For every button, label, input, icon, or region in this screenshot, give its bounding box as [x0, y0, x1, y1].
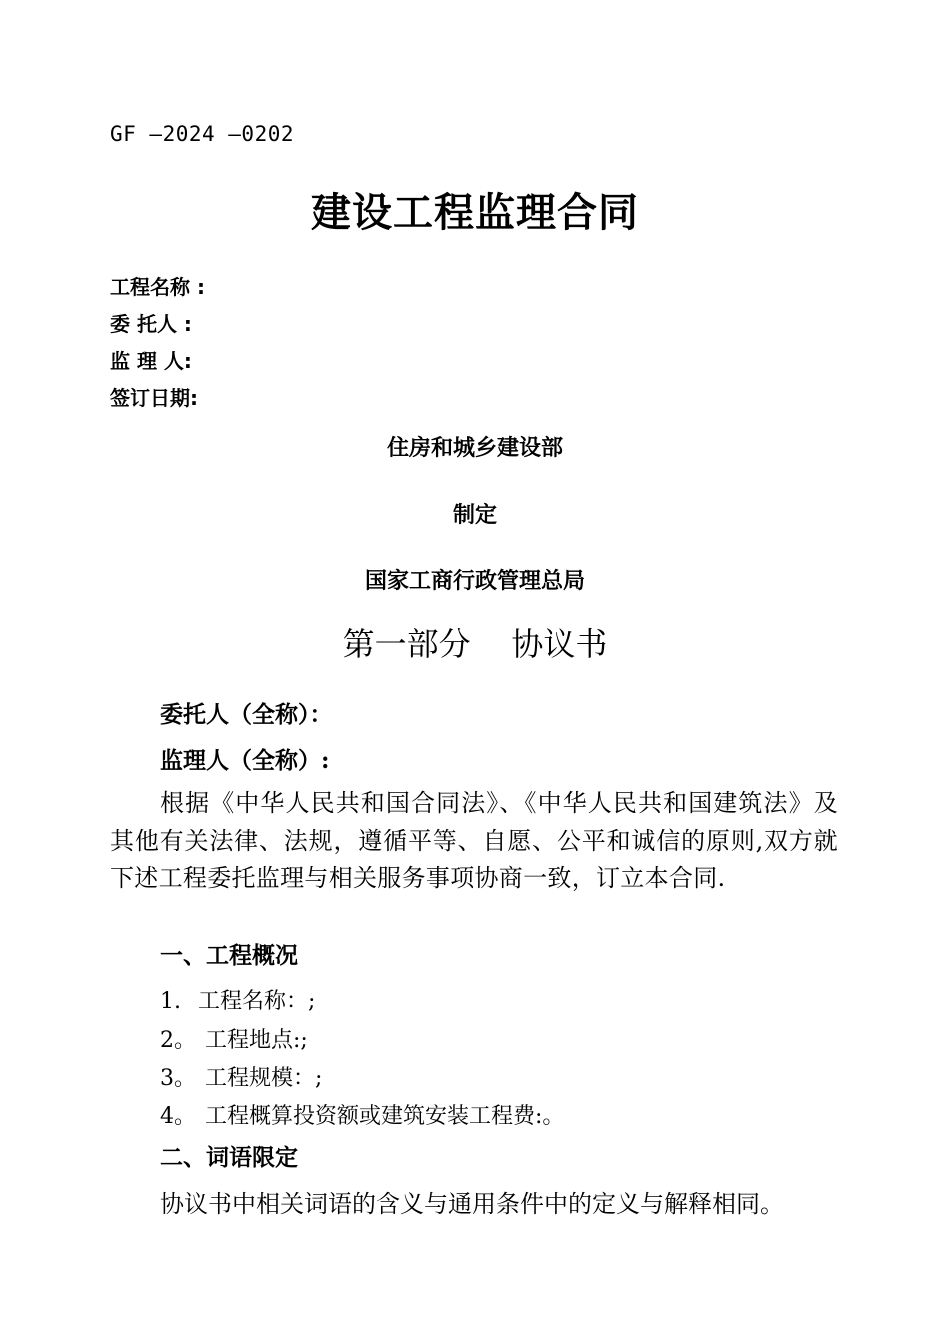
party-supervisor-label: 监理人（全称）:: [160, 747, 330, 774]
document-code: GF —2024 —0202: [110, 122, 295, 146]
issuer-made: 制定: [452, 502, 497, 528]
project-item: [160, 1030, 308, 1052]
part-one-title: 第一部分 协议书: [342, 625, 608, 663]
project-item-text: 工程规模：;: [198, 1066, 323, 1091]
project-item-text: 工程概算投资额或建筑安装工程费:。: [198, 1104, 565, 1129]
issuer-administration: 国家工商行政管理总局: [364, 568, 585, 594]
section-1-heading: 一、工程概况: [160, 942, 298, 969]
project-item-text: 工程名称：;: [198, 989, 316, 1014]
project-item-number: 2。: [160, 1028, 196, 1053]
project-item-number: 3。: [160, 1066, 196, 1091]
preamble-paragraph: 根据《中华人民共和国合同法》、《中华人民共和国建筑法》及其他有关法律、法规，遵循平等、自愿、公平和诚信的原则,双方就下述工程委托监理与相关服务事项协商一致，订立本合同.: [110, 789, 838, 892]
section-2-text: 协议书中相关词语的含义与通用条件中的定义与解释相同。: [160, 1190, 784, 1218]
party-client-label: 委托人（全称）：: [160, 701, 333, 728]
section-2-heading: 二、词语限定: [160, 1144, 298, 1171]
project-item: [160, 991, 315, 1013]
project-item: [160, 1106, 564, 1128]
issuer-ministry: 住房和城乡建设部: [386, 435, 563, 461]
cover-field-client: 委 托人 :: [110, 312, 192, 336]
cover-field-sign-date: 签订日期:: [110, 386, 198, 410]
project-item-number: 4。: [160, 1104, 196, 1129]
document-title: 建设工程监理合同: [311, 189, 639, 236]
cover-field-project-name: 工程名称 :: [110, 275, 205, 299]
project-item-number: 1.: [160, 989, 181, 1014]
project-item-text: 工程地点:;: [198, 1028, 308, 1053]
project-item: [160, 1068, 322, 1090]
cover-field-supervisor: 监 理 人:: [110, 349, 192, 373]
